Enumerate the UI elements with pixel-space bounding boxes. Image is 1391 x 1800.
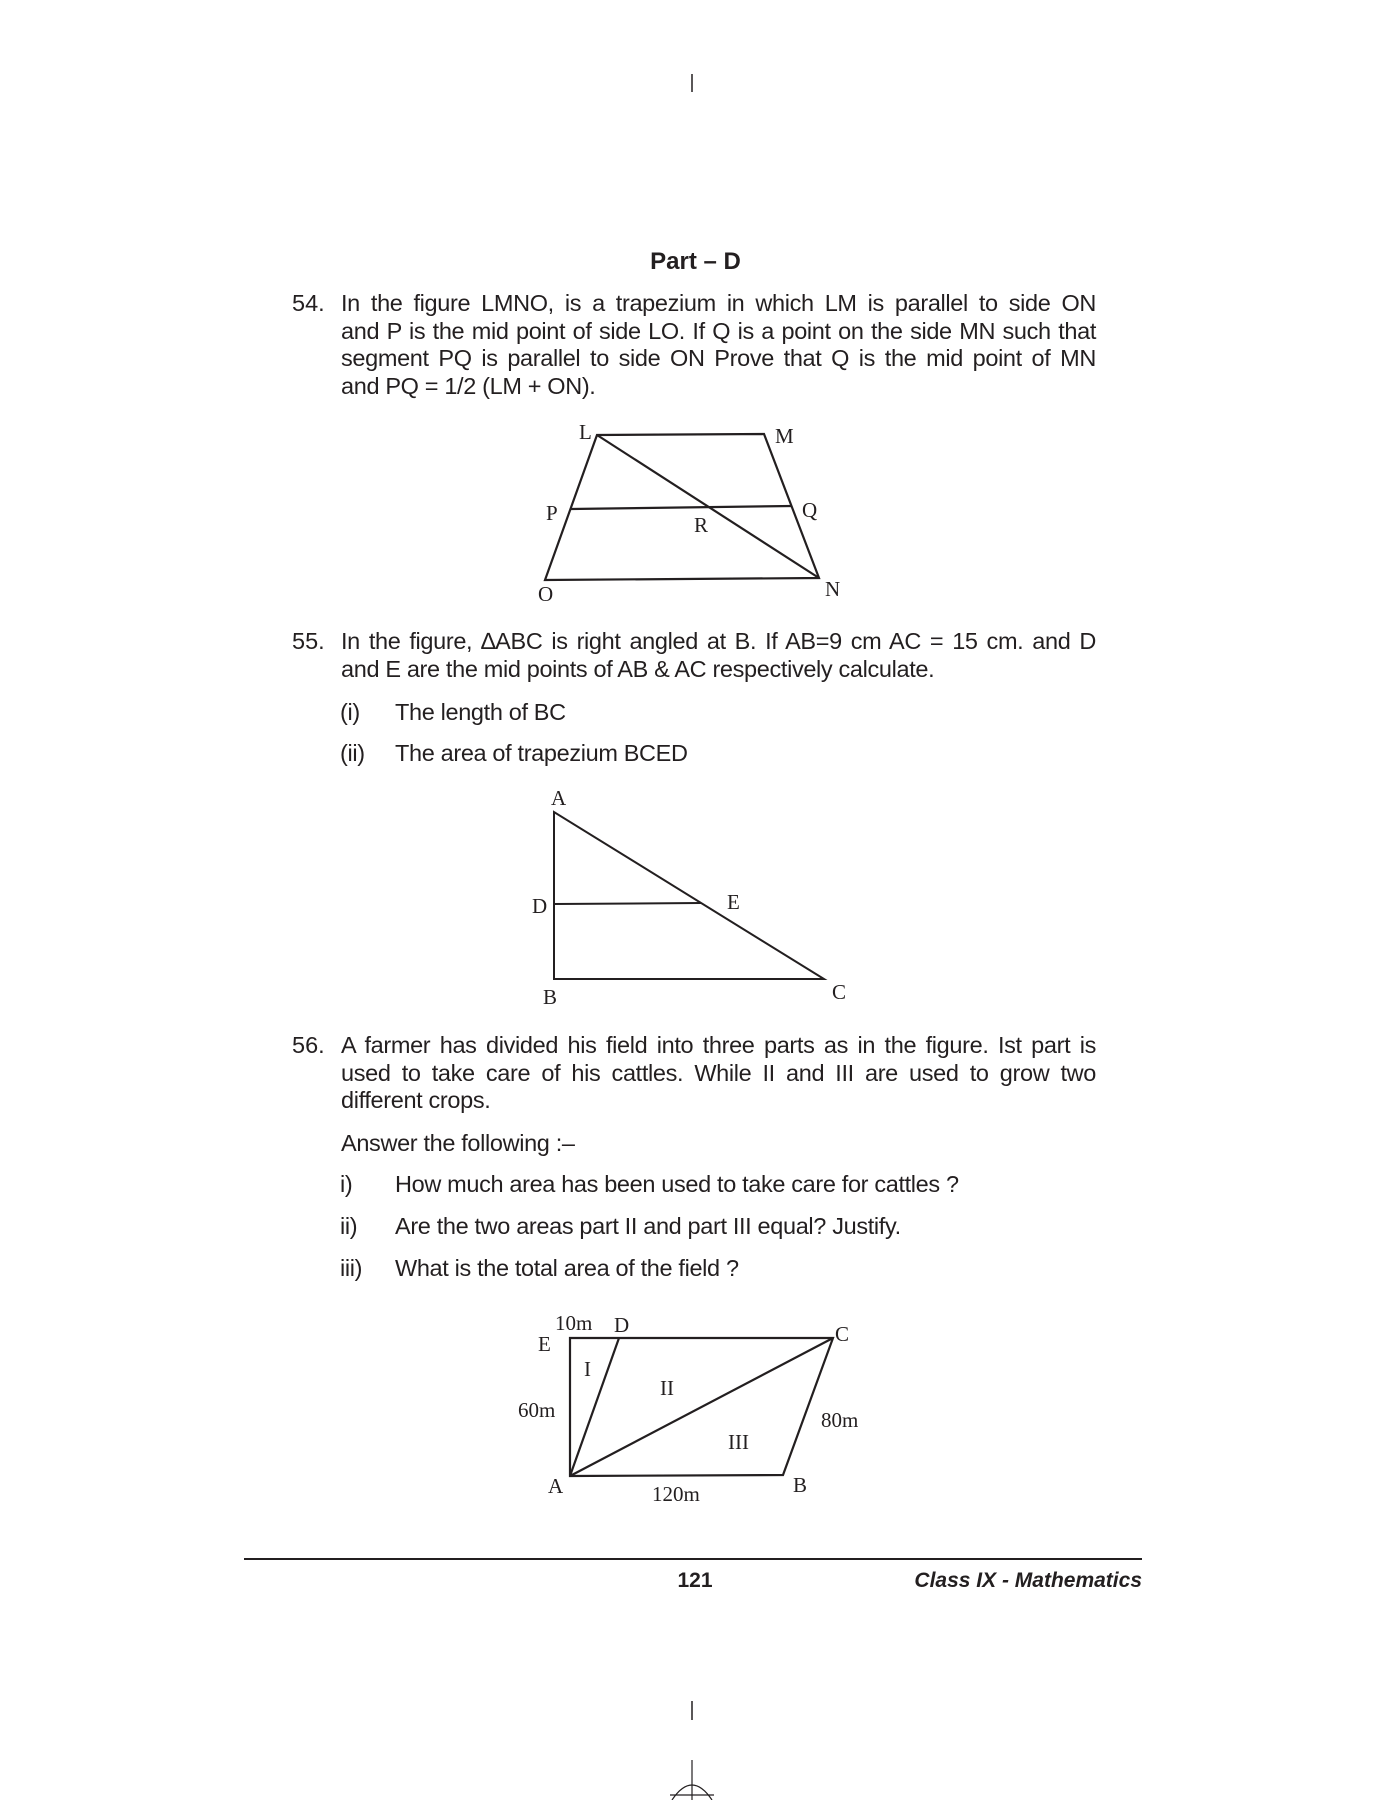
subpart-text: The area of trapezium BCED: [395, 740, 688, 766]
label-120m: 120m: [652, 1482, 700, 1506]
label-III: III: [728, 1430, 749, 1454]
subpart-text: The length of BC: [395, 699, 566, 725]
label-II: II: [660, 1376, 674, 1400]
label-C: C: [832, 980, 847, 1004]
question-54-text: [341, 290, 1096, 400]
label-B: B: [543, 985, 558, 1009]
page-number: 121: [677, 1569, 713, 1592]
question-line: and P is the mid point of side LO. If Q is a point on the side MN such that: [341, 317, 1096, 344]
subpart-number: i): [340, 1171, 353, 1197]
label-R: R: [694, 513, 709, 537]
question-line: In the figure, ∆ABC is right angled at B. If AB=9 cm AC = 15 cm. and D: [341, 628, 1096, 654]
field-figure: [570, 1338, 833, 1476]
question-line: and PQ = 1/2 (LM + ON).: [341, 372, 596, 399]
label-E: E: [727, 890, 740, 914]
subpart-text: What is the total area of the field ?: [395, 1255, 739, 1281]
book-title: Class IX - Mathematics: [914, 1569, 1142, 1592]
question-line: In the figure LMNO, is a trapezium in which LM is parallel to side ON: [341, 290, 1096, 316]
subpart-number: ii): [340, 1213, 358, 1239]
label-B: B: [793, 1473, 808, 1497]
section-title: Part – D: [650, 248, 741, 275]
subpart-text: How much area has been used to take care for cattles ?: [395, 1171, 959, 1197]
label-P: P: [546, 501, 558, 525]
registration-mark: [670, 1760, 714, 1800]
answer-prompt: Answer the following :–: [341, 1130, 575, 1156]
question-55-text: [341, 628, 1096, 683]
label-M: M: [775, 424, 794, 448]
question-number: 55.: [292, 628, 325, 654]
label-O: O: [538, 582, 554, 606]
label-80m: 80m: [821, 1408, 859, 1432]
label-Q: Q: [802, 498, 818, 522]
subpart-text: Are the two areas part II and part III equal? Justify.: [395, 1213, 901, 1239]
subpart-number: (ii): [340, 740, 365, 766]
question-56-text: [341, 1032, 1096, 1115]
label-D: D: [614, 1313, 630, 1337]
question-line: segment PQ is parallel to side ON Prove that Q is the mid point of MN: [341, 345, 1096, 371]
subpart-number: (i): [340, 699, 360, 725]
label-A: A: [551, 786, 567, 810]
trapezium-figure: [545, 434, 819, 580]
footer-divider: [244, 1558, 1142, 1560]
question-line: A farmer has divided his field into three parts as in the figure. Ist part is: [341, 1032, 1096, 1058]
label-A: A: [548, 1474, 564, 1498]
label-C: C: [835, 1322, 850, 1346]
label-D: D: [532, 894, 548, 918]
label-60m: 60m: [518, 1398, 556, 1422]
subpart-number: iii): [340, 1255, 363, 1281]
label-N: N: [825, 577, 841, 601]
question-line: used to take care of his cattles. While II and III are used to grow two: [341, 1059, 1096, 1086]
label-E: E: [538, 1332, 551, 1356]
label-I: I: [584, 1357, 591, 1381]
question-line: and E are the mid points of AB & AC respectively calculate.: [341, 655, 935, 682]
label-10m: 10m: [555, 1311, 593, 1335]
question-number: 54.: [292, 290, 325, 316]
question-line: different crops.: [341, 1087, 491, 1113]
triangle-figure: [554, 812, 824, 979]
question-number: 56.: [292, 1032, 325, 1058]
label-L: L: [579, 420, 592, 444]
